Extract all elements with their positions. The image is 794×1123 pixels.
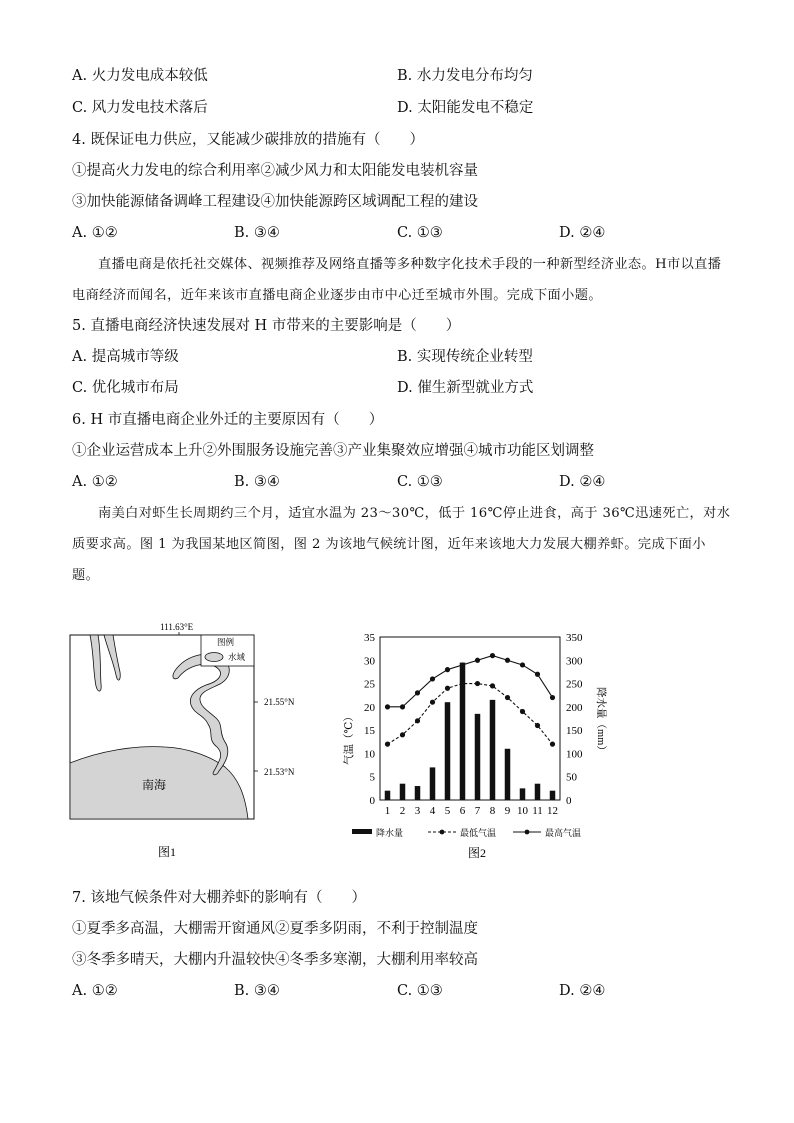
min-temp-point-month-8 bbox=[490, 683, 495, 688]
min-temp-point-month-6 bbox=[460, 681, 465, 686]
x-tick-7: 7 bbox=[474, 805, 481, 817]
q4-statements-2: ③加快能源储备调峰工程建设④加快能源跨区域调配工程的建设 bbox=[72, 194, 478, 210]
q7-statements-2: ③冬季多晴天，大棚内升温较快④冬季多寒潮，大棚利用率较高 bbox=[72, 952, 478, 968]
precip-bar-month-1 bbox=[385, 791, 391, 800]
max-temp-line bbox=[388, 656, 553, 707]
chart-line-min bbox=[385, 681, 555, 747]
y-left-tick-5: 5 bbox=[369, 771, 375, 784]
precip-bar-month-5 bbox=[445, 702, 451, 800]
q4-option-b: B. ③④ bbox=[234, 225, 280, 241]
chart-y-left-ticks bbox=[364, 632, 376, 807]
x-tick-2: 2 bbox=[399, 805, 406, 817]
max-temp-point-month-12 bbox=[550, 695, 555, 700]
precip-bar-month-11 bbox=[535, 784, 541, 800]
legend-precip-label: 降水量 bbox=[376, 828, 404, 838]
q7-stem: 7. 该地气候条件对大棚养虾的影响有（ ） bbox=[72, 890, 366, 906]
q7-option-c: C. ①③ bbox=[397, 983, 443, 999]
max-temp-point-month-9 bbox=[505, 658, 510, 663]
q6-option-b: B. ③④ bbox=[234, 474, 280, 490]
q7-statements-1: ①夏季多高温，大棚需开窗通风②夏季多阴雨，不利于控制温度 bbox=[72, 921, 478, 937]
max-temp-point-month-11 bbox=[535, 672, 540, 677]
x-tick-9: 9 bbox=[504, 805, 511, 817]
max-temp-point-month-6 bbox=[460, 662, 465, 667]
precip-bar-month-10 bbox=[520, 788, 526, 800]
y-right-tick-200: 200 bbox=[566, 701, 583, 714]
min-temp-point-month-11 bbox=[535, 723, 540, 728]
passage-livestream-ecommerce: 直播电商是依托社交媒体、视频推荐及网络直播等多种数字化技术手段的一种新型经济业态。H市以直播电商经济而闻名，近年来该市直播电商企业逐步由市中心迁至城市外围。完成下面小题。 bbox=[72, 257, 722, 303]
legend-max-marker bbox=[525, 830, 530, 835]
y-right-tick-250: 250 bbox=[566, 678, 583, 691]
figure1-caption: 图1 bbox=[158, 845, 177, 859]
q5-option-a: A. 提高城市等级 bbox=[72, 349, 179, 365]
q4-option-c: C. ①③ bbox=[397, 225, 443, 241]
x-tick-6: 6 bbox=[459, 805, 466, 817]
chart-y-left-label: 气温（℃） bbox=[344, 711, 355, 765]
y-right-tick-350: 350 bbox=[566, 632, 583, 644]
q5-option-d: D. 催生新型就业方式 bbox=[397, 380, 534, 396]
q6-stem: 6. H 市直播电商企业外迁的主要原因有（ ） bbox=[72, 412, 384, 428]
precip-bar-month-4 bbox=[430, 767, 436, 800]
x-tick-5: 5 bbox=[444, 805, 451, 817]
y-left-tick-20: 20 bbox=[364, 701, 375, 714]
min-temp-point-month-5 bbox=[445, 686, 450, 691]
y-left-tick-15: 15 bbox=[364, 725, 375, 738]
chart-plot-area bbox=[380, 637, 560, 800]
figure2-climate-chart bbox=[330, 625, 610, 865]
x-tick-12: 12 bbox=[547, 805, 558, 817]
y-right-tick-300: 300 bbox=[566, 655, 583, 668]
min-temp-point-month-1 bbox=[385, 742, 390, 747]
legend-max-label: 最高气温 bbox=[545, 828, 582, 838]
max-temp-point-month-7 bbox=[475, 658, 480, 663]
x-tick-1: 1 bbox=[384, 805, 391, 817]
max-temp-point-month-2 bbox=[400, 704, 405, 709]
precip-bar-month-2 bbox=[400, 784, 406, 800]
figure1-map bbox=[60, 618, 320, 863]
min-temp-point-month-4 bbox=[430, 700, 435, 705]
y-right-tick-100: 100 bbox=[566, 748, 583, 761]
max-temp-point-month-8 bbox=[490, 653, 495, 658]
q6-statements-1: ①企业运营成本上升②外围服务设施完善③产业集聚效应增强④城市功能区划调整 bbox=[72, 443, 594, 459]
map-legend-water-swatch bbox=[205, 653, 223, 662]
y-right-tick-50: 50 bbox=[566, 771, 577, 784]
q3-option-c: C. 风力发电技术落后 bbox=[72, 100, 208, 116]
q3-option-b: B. 水力发电分布均匀 bbox=[397, 68, 533, 84]
min-temp-point-month-7 bbox=[475, 681, 480, 686]
chart-y-right-ticks bbox=[566, 632, 583, 807]
y-left-tick-35: 35 bbox=[364, 632, 375, 644]
chart-x-ticks bbox=[385, 805, 558, 817]
legend-min-marker bbox=[440, 830, 445, 835]
min-temp-point-month-2 bbox=[400, 732, 405, 737]
legend-precip-swatch bbox=[352, 829, 372, 834]
x-tick-3: 3 bbox=[414, 805, 421, 817]
q4-statements-1: ①提高火力发电的综合利用率②减少风力和太阳能发电装机容量 bbox=[72, 163, 478, 179]
q4-option-a: A. ①② bbox=[72, 225, 118, 241]
y-left-tick-10: 10 bbox=[364, 748, 375, 761]
max-temp-point-month-1 bbox=[385, 704, 390, 709]
y-left-tick-0: 0 bbox=[369, 795, 375, 807]
min-temp-point-month-9 bbox=[505, 695, 510, 700]
min-temp-point-month-12 bbox=[550, 742, 555, 747]
figure2-caption: 图2 bbox=[468, 846, 487, 860]
precip-bar-month-7 bbox=[475, 714, 481, 800]
passage-shrimp-farming: 南美白对虾生长周期约三个月，适宜水温为 23～30℃，低于 16℃停止进食，高于 36℃迅速死亡，对水质要求高。图 1 为我国某地区简图，图 2 为该地气候统计图，近年来该地大力发展大棚养虾。完成下面小题。 bbox=[72, 506, 731, 583]
q3-option-d: D. 太阳能发电不稳定 bbox=[397, 100, 534, 116]
precip-bar-month-12 bbox=[550, 791, 556, 800]
q5-option-b: B. 实现传统企业转型 bbox=[397, 349, 533, 365]
q6-option-c: C. ①③ bbox=[397, 474, 443, 490]
q6-option-d: D. ②④ bbox=[559, 474, 606, 490]
x-tick-10: 10 bbox=[517, 805, 528, 817]
q5-option-c: C. 优化城市布局 bbox=[72, 380, 179, 396]
precip-bar-month-9 bbox=[505, 749, 511, 800]
max-temp-point-month-5 bbox=[445, 667, 450, 672]
q4-stem: 4. 既保证电力供应，又能减少碳排放的措施有（ ） bbox=[72, 132, 424, 148]
map-legend-title: 图例 bbox=[217, 637, 235, 647]
chart-y-right-label: 降水量（mm） bbox=[595, 687, 606, 756]
q3-option-a: A. 火力发电成本较低 bbox=[72, 68, 208, 84]
map-latitude-label-2: 21.53°N bbox=[264, 767, 295, 777]
q7-option-b: B. ③④ bbox=[234, 983, 280, 999]
q6-option-a: A. ①② bbox=[72, 474, 118, 490]
precip-bar-month-8 bbox=[490, 700, 496, 800]
y-left-tick-30: 30 bbox=[364, 655, 375, 668]
map-legend-water-label: 水域 bbox=[228, 652, 246, 662]
q4-option-d: D. ②④ bbox=[559, 225, 606, 241]
map-latitude-label-1: 21.55°N bbox=[264, 697, 295, 707]
legend-min-label: 最低气温 bbox=[460, 828, 497, 838]
x-tick-4: 4 bbox=[429, 805, 436, 817]
chart-legend bbox=[352, 827, 581, 838]
q5-stem: 5. 直播电商经济快速发展对 H 市带来的主要影响是（ ） bbox=[72, 318, 461, 334]
precip-bar-month-3 bbox=[415, 786, 421, 800]
x-tick-8: 8 bbox=[489, 805, 496, 817]
x-tick-11: 11 bbox=[532, 805, 543, 817]
max-temp-point-month-3 bbox=[415, 690, 420, 695]
chart-line-max bbox=[385, 653, 555, 709]
max-temp-point-month-10 bbox=[520, 662, 525, 667]
y-right-tick-150: 150 bbox=[566, 725, 583, 738]
min-temp-line bbox=[388, 684, 553, 745]
max-temp-point-month-4 bbox=[430, 676, 435, 681]
map-sea-label: 南海 bbox=[142, 778, 167, 792]
min-temp-point-month-10 bbox=[520, 709, 525, 714]
q7-option-a: A. ①② bbox=[72, 983, 118, 999]
y-left-tick-25: 25 bbox=[364, 678, 375, 691]
q7-option-d: D. ②④ bbox=[559, 983, 606, 999]
min-temp-point-month-3 bbox=[415, 718, 420, 723]
y-right-tick-0: 0 bbox=[566, 795, 572, 807]
map-longitude-label: 111.63°E bbox=[160, 622, 194, 632]
